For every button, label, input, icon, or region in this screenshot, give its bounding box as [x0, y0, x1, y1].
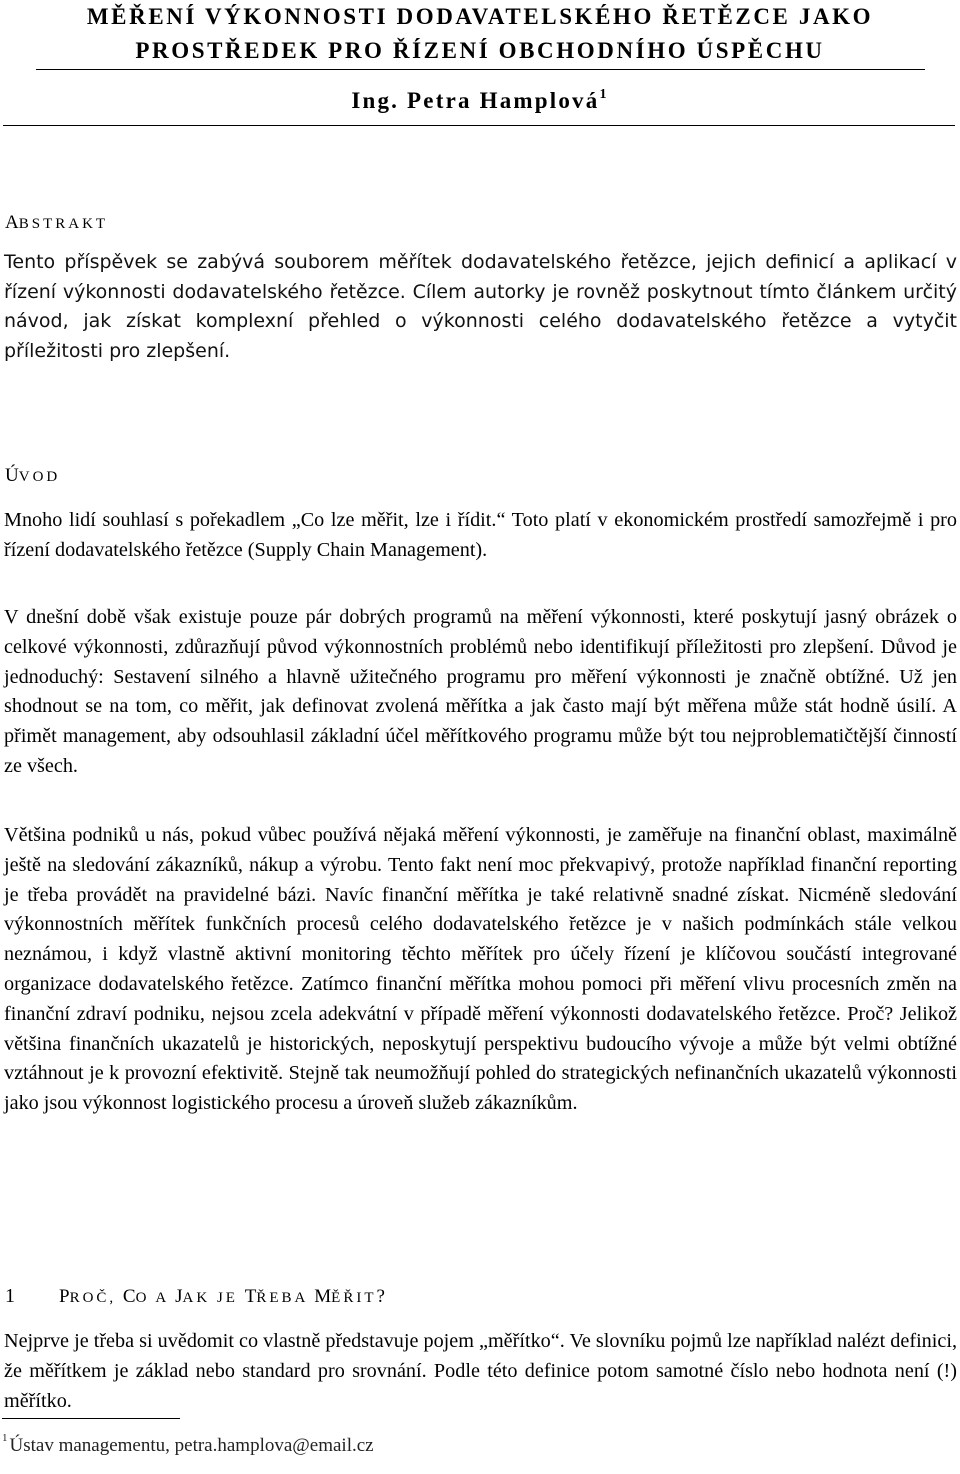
intro-paragraph-2: V dnešní době však existuje pouze pár dobrých programů na měření výkonnosti, které poskytují jasný obrázek o celkové výkonnosti, zdůrazňují původ výkonnostních problémů nebo identifikují příležitosti pro zlepšení. Důvod je jednoduchý: Sestavení silného a hlavně užitečného programu pro měření výkonnosti je značně obtížné. Už jen shodnout se na tom, co měřit, jak definovat zvolená měřítka a jak často mají být měřena může stát hodně úsilí. A přimět management, aby odsouhlasil základní účel měřítkového programu může být tou nejproblematičtější činností ze všech. [4, 606, 957, 777]
abstract-heading-rest: BSTRAKT [18, 216, 109, 232]
section-1-heading-part: , [109, 1290, 123, 1306]
title-line-1: MĚŘENÍ VÝKONNOSTI DODAVATELSKÉHO ŘETĚZCE JAKO [86, 4, 874, 29]
intro-heading [5, 465, 60, 487]
footnote-rule [2, 1418, 180, 1419]
section-1-number: 1 [5, 1285, 15, 1307]
section-1-heading-part: O A [135, 1290, 176, 1306]
title-rule-1 [36, 69, 925, 70]
section-1-paragraph: Nejprve je třeba si uvědomit co vlastně představuje pojem „měřítko“. Ve slovníku pojmů lze například nalézt definici, že měřítkem je základ nebo standard pro srovnání. Podle této definice potom samotné číslo nebo hodnota není (!) měřítko. [4, 1330, 957, 1412]
title-line-2: PROSTŘEDEK PRO ŘÍZENÍ OBCHODNÍHO ÚSPĚCHU [135, 38, 825, 63]
section-1-heading-part: AK JE [182, 1290, 245, 1306]
section-1-heading-part: P [59, 1286, 70, 1307]
abstract-text: Tento příspěvek se zabývá souborem měřítek dodavatelského řetězce, jejich definicí a aplikací v řízení výkonnosti dodavatelského řetězce. Cílem autorky je rovněž poskytnout tímto článkem určitý návod, jak získat komplexní přehled o výkonnosti celého dodavatelského řetězce a vytyčit příležitosti pro zlepšení. [4, 251, 957, 362]
footnote [2, 1432, 374, 1457]
header-rule [3, 125, 955, 126]
section-1-heading-part: ? [376, 1286, 385, 1307]
intro-paragraph-3: Většina podniků u nás, pokud vůbec používá nějaká měření výkonnosti, je zaměřuje na finanční oblast, maximálně ještě na sledování zákazníků, nákup a výrobu. Tento fakt není moc překvapivý, protože například finanční reporting je třeba provádět na pravidelné bázi. Navíc finanční měřítka je také relativně snadné získat. Nicméně sledování výkonnostních měřítek funkčních procesů celého dodavatelského řetězce je v našich podmínkách stále velkou neznámou, i když vlastně aktivní monitoring těchto měřítek pro účely řízení je klíčovou součástí integrované organizace dodavatelského řetězce. Zatímco finanční měřítka mohou pomoci při měření vlivu procesních změn na finanční zdraví podniku, nejsou zcela adekvátní v případě měření výkonnosti dodavatelského řetězce. Proč? Jelikož většina finančních ukazatelů je historických, neposkytují perspektivu budoucího vývoje a může být velmi obtížné vztáhnout je k provozní efektivitě. Stejně tak neumožňují pohled do strategických nefinančních ukazatelů výkonnosti jako jsou výkonnost logistického procesu a úroveň služeb zákazníkům. [4, 824, 957, 1115]
section-1-heading-part: ŘEBA [256, 1290, 315, 1306]
intro-heading-rest: VOD [18, 469, 61, 485]
section-1-heading-part: T [244, 1286, 257, 1307]
abstract-heading-initial: A [5, 212, 19, 233]
footnote-text: Ústav managementu, petra.hamplova@email.cz [9, 1435, 374, 1456]
intro-heading-initial: Ú [5, 465, 19, 486]
section-1-heading-part: ROČ [69, 1290, 110, 1306]
section-1-heading-part: J [175, 1286, 183, 1307]
abstract-heading [5, 212, 108, 234]
section-1-heading-part: C [122, 1286, 136, 1307]
author-line [0, 78, 960, 118]
section-1-heading [5, 1285, 385, 1308]
intro-paragraph-1: Mnoho lidí souhlasí s pořekadlem „Co lze měřit, lze i řídit.“ Toto platí v ekonomickém prostředí samozřejmě i pro řízení dodavatelského řetězce (Supply Chain Management). [4, 509, 957, 561]
section-1-heading-part: M [314, 1286, 332, 1307]
footnote-mark: 1 [2, 1432, 8, 1444]
author-name: Ing. Petra Hamplová [351, 88, 600, 113]
author-footnote-mark: 1 [599, 87, 609, 102]
section-1-heading-part: ĚŘIT [331, 1290, 377, 1306]
